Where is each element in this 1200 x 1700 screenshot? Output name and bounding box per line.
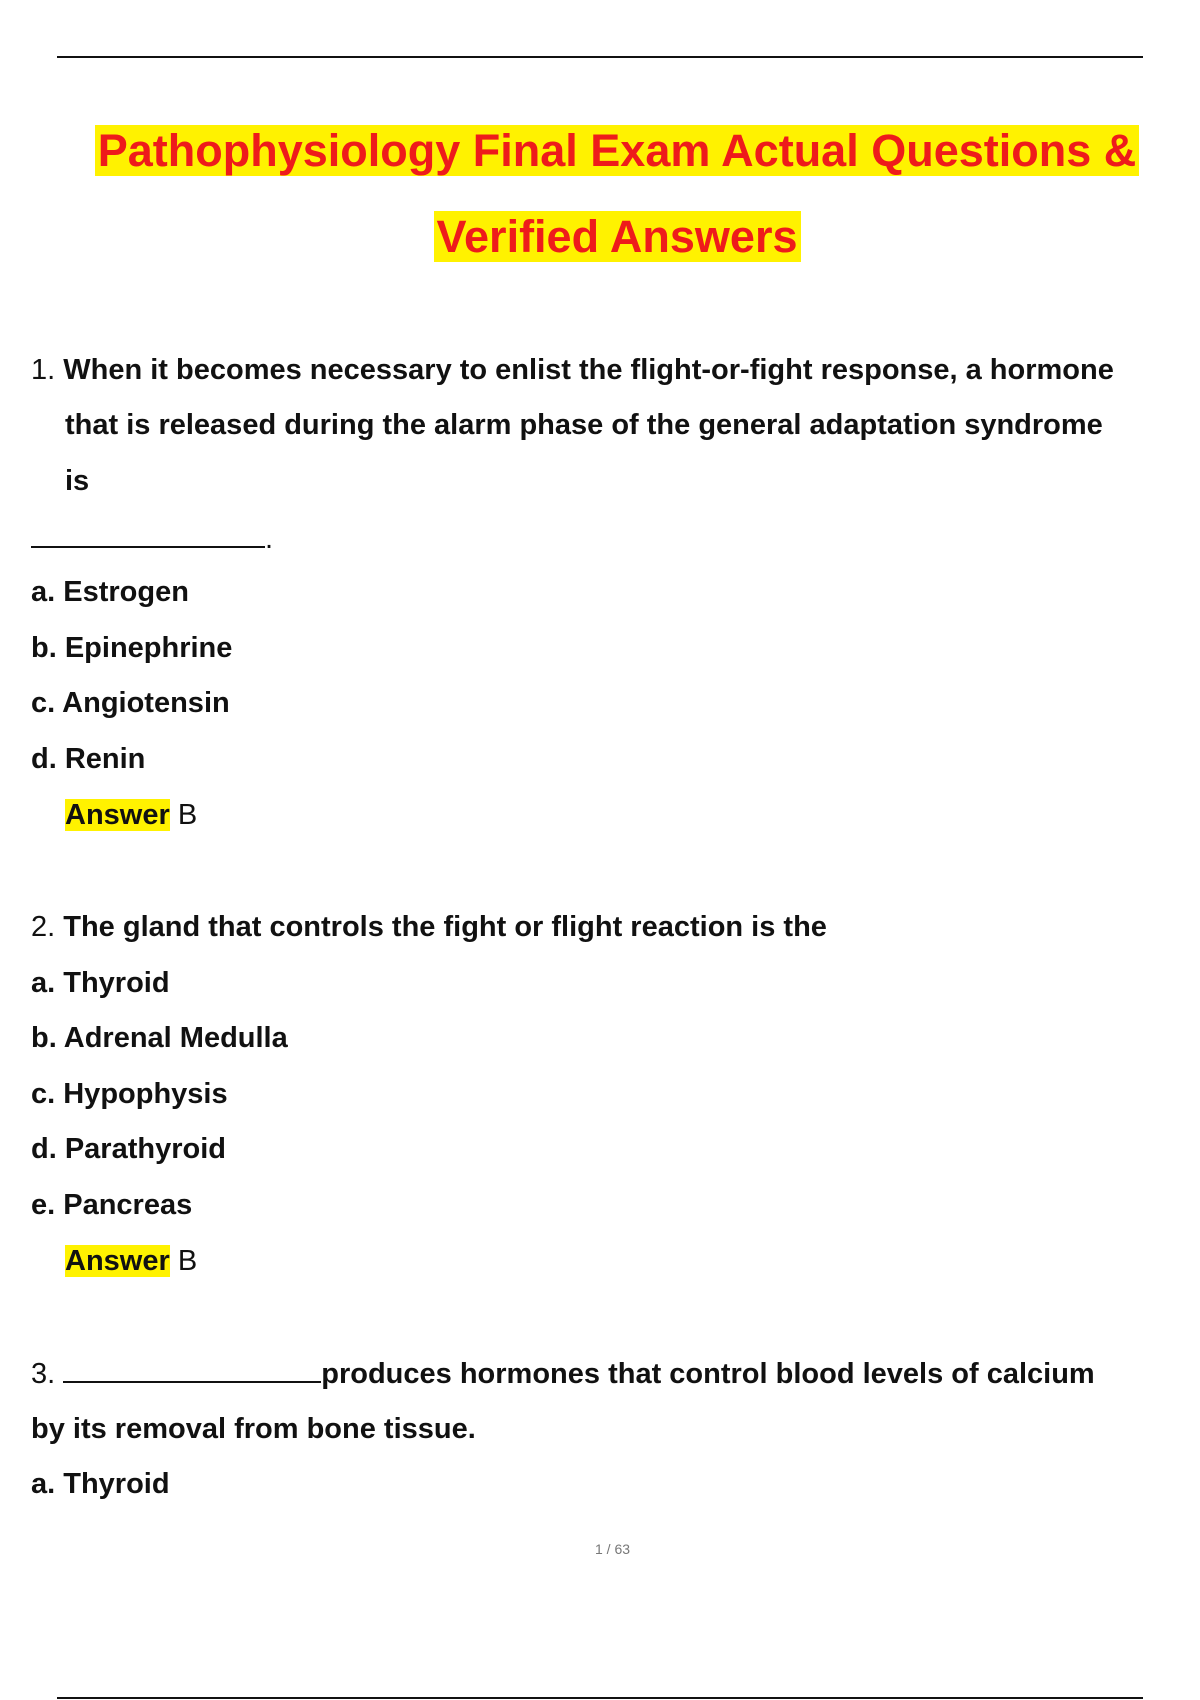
question-1-option-c: c. Angiotensin bbox=[31, 687, 230, 719]
question-1-text-3: is bbox=[65, 465, 90, 497]
title-line-1: Pathophysiology Final Exam Actual Questions & bbox=[95, 125, 1140, 176]
question-2-option-c: c. Hypophysis bbox=[31, 1078, 228, 1110]
question-2-answer-value: B bbox=[177, 1245, 198, 1277]
question-1-option-b: b. Epinephrine bbox=[31, 632, 233, 664]
question-1-blank-suffix: . bbox=[265, 523, 274, 555]
top-rule bbox=[57, 56, 1143, 58]
question-1-option-a: a. Estrogen bbox=[31, 576, 189, 608]
answer-blank bbox=[31, 520, 265, 548]
question-1-option-d: d. Renin bbox=[31, 743, 146, 775]
question-1-answer bbox=[65, 797, 197, 833]
question-3-option-a: a. Thyroid bbox=[31, 1468, 170, 1500]
question-1-answer-value: B bbox=[177, 799, 198, 831]
question-1-line-1 bbox=[31, 352, 1114, 388]
question-3-line-1 bbox=[31, 1355, 1095, 1392]
question-3-text-1: produces hormones that control blood levels of calcium bbox=[321, 1358, 1095, 1390]
question-2-option-d: d. Parathyroid bbox=[31, 1133, 226, 1165]
question-3-number: 3. bbox=[31, 1358, 56, 1390]
question-1-text-2: that is released during the alarm phase of the general adaptation syndrome bbox=[65, 409, 1103, 441]
question-1-number: 1. bbox=[31, 354, 56, 386]
question-2-number: 2. bbox=[31, 911, 56, 943]
page-indicator: 1 / 63 bbox=[594, 1541, 631, 1557]
bottom-rule bbox=[57, 1697, 1143, 1699]
question-2-option-b: b. Adrenal Medulla bbox=[31, 1022, 288, 1054]
question-2-option-e: e. Pancreas bbox=[31, 1189, 193, 1221]
answer-label: Answer bbox=[65, 1245, 170, 1277]
title-line-2: Verified Answers bbox=[434, 211, 801, 262]
question-2-text-1: The gland that controls the fight or flight reaction is the bbox=[63, 911, 827, 943]
question-2-option-a: a. Thyroid bbox=[31, 967, 170, 999]
answer-label: Answer bbox=[65, 799, 170, 831]
document-title bbox=[0, 108, 1200, 280]
question-1-text-1: When it becomes necessary to enlist the flight-or-fight response, a hormone bbox=[63, 354, 1114, 386]
question-2-answer bbox=[65, 1243, 197, 1279]
answer-blank bbox=[63, 1355, 321, 1383]
question-2-line-1 bbox=[31, 909, 827, 945]
question-1-blank bbox=[31, 520, 273, 557]
question-3-text-2: by its removal from bone tissue. bbox=[31, 1413, 476, 1445]
